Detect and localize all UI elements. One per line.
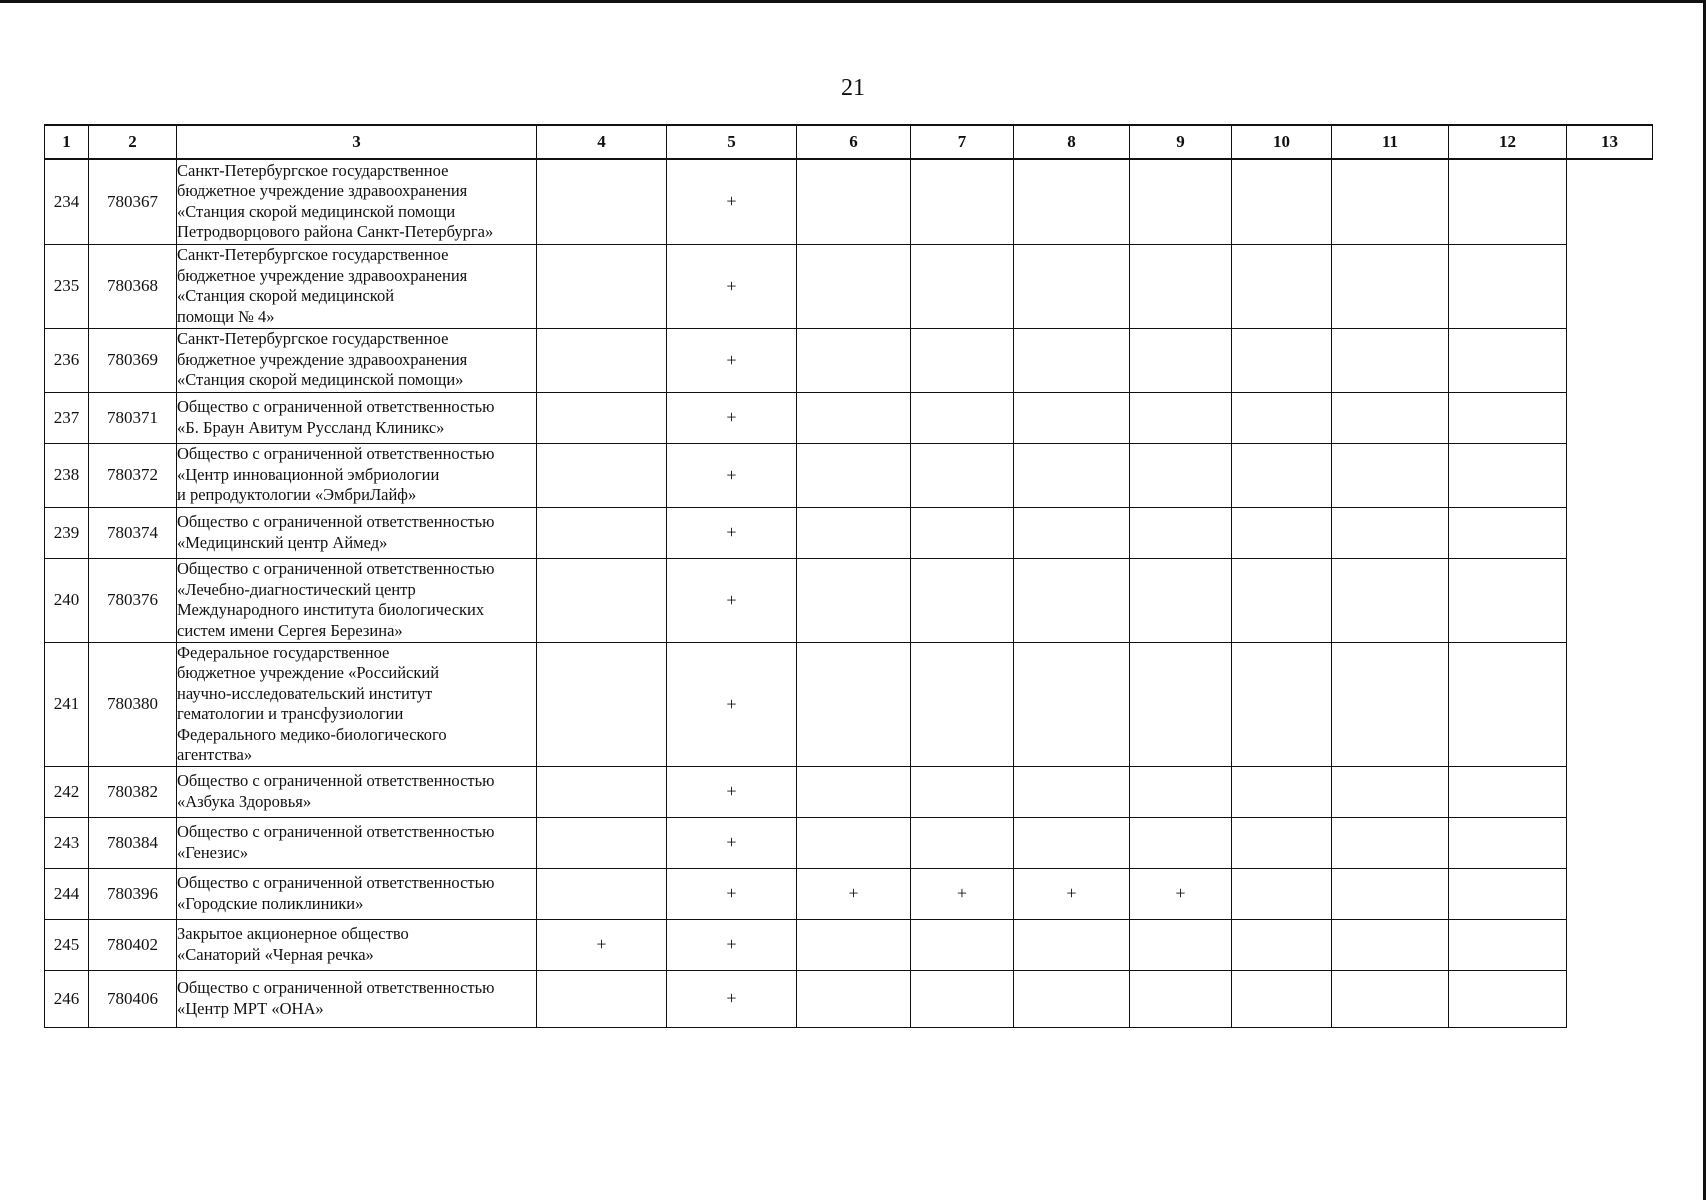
mark-cell-col-5: + (667, 642, 797, 766)
organization-name: Санкт-Петербургское государственное бюджетное учреждение здравоохранения «Станция скорой медицинской помощи № 4» (177, 244, 537, 328)
organization-code: 780368 (89, 244, 177, 328)
mark-cell-col-10 (1232, 328, 1332, 392)
organization-name: Общество с ограниченной ответственностью «Лечебно-диагностический центр Международного института биологических систем имени Сергея Березина» (177, 558, 537, 642)
mark-cell-col-10 (1232, 970, 1332, 1027)
row-number: 238 (45, 443, 89, 507)
row-number: 243 (45, 817, 89, 868)
mark-cell-col-12 (1449, 244, 1567, 328)
row-number: 237 (45, 392, 89, 443)
table-header-row (45, 125, 1653, 159)
mark-cell-col-5: + (667, 766, 797, 817)
row-number: 242 (45, 766, 89, 817)
row-number: 245 (45, 919, 89, 970)
mark-cell-col-8 (1014, 558, 1130, 642)
mark-cell-col-11 (1332, 868, 1449, 919)
mark-cell-col-6 (797, 766, 911, 817)
mark-cell-col-9 (1130, 507, 1232, 558)
mark-cell-col-6 (797, 558, 911, 642)
mark-cell-col-12 (1449, 919, 1567, 970)
column-header: 12 (1449, 125, 1567, 159)
mark-cell-col-11 (1332, 392, 1449, 443)
mark-cell-col-9 (1130, 642, 1232, 766)
mark-cell-col-8 (1014, 817, 1130, 868)
mark-cell-col-5: + (667, 159, 797, 244)
column-header: 8 (1014, 125, 1130, 159)
column-header: 5 (667, 125, 797, 159)
mark-cell-col-9 (1130, 919, 1232, 970)
mark-cell-col-4 (537, 507, 667, 558)
mark-cell-col-9 (1130, 817, 1232, 868)
mark-cell-col-9 (1130, 970, 1232, 1027)
mark-cell-col-7 (911, 558, 1014, 642)
organization-name: Закрытое акционерное общество «Санаторий «Черная речка» (177, 919, 537, 970)
page-number: 21 (841, 75, 865, 101)
row-number: 240 (45, 558, 89, 642)
table-body (45, 159, 1653, 1027)
mark-cell-col-8 (1014, 642, 1130, 766)
mark-cell-col-4 (537, 868, 667, 919)
mark-cell-col-5: + (667, 507, 797, 558)
mark-cell-col-7 (911, 919, 1014, 970)
row-number: 239 (45, 507, 89, 558)
organization-code: 780374 (89, 507, 177, 558)
organization-name: Санкт-Петербургское государственное бюджетное учреждение здравоохранения «Станция скорой медицинской помощи» (177, 328, 537, 392)
row-number: 234 (45, 159, 89, 244)
organization-code: 780380 (89, 642, 177, 766)
mark-cell-col-5: + (667, 328, 797, 392)
mark-cell-col-10 (1232, 443, 1332, 507)
mark-cell-col-7 (911, 244, 1014, 328)
row-number: 244 (45, 868, 89, 919)
column-header: 6 (797, 125, 911, 159)
table-row (45, 159, 1653, 244)
mark-cell-col-10 (1232, 392, 1332, 443)
mark-cell-col-10 (1232, 642, 1332, 766)
mark-cell-col-5: + (667, 558, 797, 642)
organization-code: 780384 (89, 817, 177, 868)
mark-cell-col-6 (797, 443, 911, 507)
mark-cell-col-10 (1232, 244, 1332, 328)
mark-cell-col-10 (1232, 507, 1332, 558)
column-header: 1 (45, 125, 89, 159)
mark-cell-col-6: + (797, 868, 911, 919)
organization-code: 780382 (89, 766, 177, 817)
mark-cell-col-11 (1332, 817, 1449, 868)
mark-cell-col-5: + (667, 817, 797, 868)
mark-cell-col-12 (1449, 817, 1567, 868)
mark-cell-col-7 (911, 507, 1014, 558)
mark-cell-col-7 (911, 817, 1014, 868)
organization-name: Общество с ограниченной ответственностью «Центр МРТ «ОНА» (177, 970, 537, 1027)
table-row (45, 766, 1653, 817)
mark-cell-col-12 (1449, 507, 1567, 558)
mark-cell-col-10 (1232, 159, 1332, 244)
mark-cell-col-6 (797, 970, 911, 1027)
mark-cell-col-11 (1332, 328, 1449, 392)
mark-cell-col-9: + (1130, 868, 1232, 919)
table-row (45, 642, 1653, 766)
mark-cell-col-5: + (667, 244, 797, 328)
mark-cell-col-12 (1449, 766, 1567, 817)
mark-cell-col-7 (911, 392, 1014, 443)
column-header: 4 (537, 125, 667, 159)
mark-cell-col-4: + (537, 919, 667, 970)
mark-cell-col-11 (1332, 244, 1449, 328)
mark-cell-col-11 (1332, 558, 1449, 642)
mark-cell-col-12 (1449, 392, 1567, 443)
table-row (45, 970, 1653, 1027)
mark-cell-col-11 (1332, 507, 1449, 558)
table-row (45, 244, 1653, 328)
mark-cell-col-9 (1130, 392, 1232, 443)
mark-cell-col-11 (1332, 159, 1449, 244)
mark-cell-col-8 (1014, 766, 1130, 817)
page-top-border (0, 0, 1706, 3)
mark-cell-col-12 (1449, 443, 1567, 507)
mark-cell-col-4 (537, 970, 667, 1027)
mark-cell-col-8 (1014, 443, 1130, 507)
column-header: 13 (1567, 125, 1653, 159)
mark-cell-col-7 (911, 642, 1014, 766)
mark-cell-col-10 (1232, 766, 1332, 817)
mark-cell-col-4 (537, 766, 667, 817)
column-header: 10 (1232, 125, 1332, 159)
mark-cell-col-8 (1014, 159, 1130, 244)
organization-code: 780396 (89, 868, 177, 919)
organization-name: Общество с ограниченной ответственностью «Б. Браун Авитум Руссланд Клиникс» (177, 392, 537, 443)
mark-cell-col-11 (1332, 919, 1449, 970)
mark-cell-col-8: + (1014, 868, 1130, 919)
organizations-table (44, 124, 1653, 1028)
mark-cell-col-7 (911, 328, 1014, 392)
mark-cell-col-5: + (667, 970, 797, 1027)
mark-cell-col-4 (537, 642, 667, 766)
row-number: 246 (45, 970, 89, 1027)
organization-name: Федеральное государственное бюджетное учреждение «Российский научно-исследовательский институт гематологии и трансфузиологии Федерального медико-биологического агентства» (177, 642, 537, 766)
organization-code: 780367 (89, 159, 177, 244)
table-row (45, 328, 1653, 392)
organization-code: 780402 (89, 919, 177, 970)
mark-cell-col-5: + (667, 919, 797, 970)
mark-cell-col-9 (1130, 443, 1232, 507)
table-row (45, 817, 1653, 868)
organization-name: Общество с ограниченной ответственностью «Азбука Здоровья» (177, 766, 537, 817)
mark-cell-col-6 (797, 159, 911, 244)
mark-cell-col-5: + (667, 392, 797, 443)
mark-cell-col-9 (1130, 244, 1232, 328)
mark-cell-col-4 (537, 392, 667, 443)
mark-cell-col-8 (1014, 970, 1130, 1027)
mark-cell-col-7 (911, 443, 1014, 507)
mark-cell-col-12 (1449, 328, 1567, 392)
mark-cell-col-11 (1332, 443, 1449, 507)
mark-cell-col-4 (537, 817, 667, 868)
mark-cell-col-4 (537, 244, 667, 328)
organization-name: Общество с ограниченной ответственностью «Городские поликлиники» (177, 868, 537, 919)
table-row (45, 443, 1653, 507)
mark-cell-col-6 (797, 244, 911, 328)
mark-cell-col-8 (1014, 507, 1130, 558)
mark-cell-col-12 (1449, 970, 1567, 1027)
organization-name: Санкт-Петербургское государственное бюджетное учреждение здравоохранения «Станция скорой медицинской помощи Петродворцового района Санкт-Петербурга» (177, 159, 537, 244)
mark-cell-col-4 (537, 328, 667, 392)
mark-cell-col-11 (1332, 766, 1449, 817)
column-header: 11 (1332, 125, 1449, 159)
mark-cell-col-7 (911, 970, 1014, 1027)
mark-cell-col-8 (1014, 244, 1130, 328)
mark-cell-col-11 (1332, 642, 1449, 766)
mark-cell-col-10 (1232, 919, 1332, 970)
table-row (45, 392, 1653, 443)
mark-cell-col-7: + (911, 868, 1014, 919)
organization-code: 780376 (89, 558, 177, 642)
mark-cell-col-9 (1130, 159, 1232, 244)
table-row (45, 507, 1653, 558)
mark-cell-col-12 (1449, 642, 1567, 766)
mark-cell-col-12 (1449, 558, 1567, 642)
row-number: 241 (45, 642, 89, 766)
organization-code: 780372 (89, 443, 177, 507)
mark-cell-col-8 (1014, 328, 1130, 392)
table-row (45, 868, 1653, 919)
column-header: 9 (1130, 125, 1232, 159)
organization-name: Общество с ограниченной ответственностью «Центр инновационной эмбриологии и репродуктологии «ЭмбриЛайф» (177, 443, 537, 507)
organization-code: 780371 (89, 392, 177, 443)
mark-cell-col-7 (911, 159, 1014, 244)
mark-cell-col-10 (1232, 558, 1332, 642)
mark-cell-col-12 (1449, 159, 1567, 244)
mark-cell-col-10 (1232, 868, 1332, 919)
mark-cell-col-6 (797, 507, 911, 558)
organization-name: Общество с ограниченной ответственностью «Медицинский центр Аймед» (177, 507, 537, 558)
row-number: 235 (45, 244, 89, 328)
organization-name: Общество с ограниченной ответственностью «Генезис» (177, 817, 537, 868)
column-header: 3 (177, 125, 537, 159)
mark-cell-col-6 (797, 392, 911, 443)
organization-code: 780406 (89, 970, 177, 1027)
row-number: 236 (45, 328, 89, 392)
mark-cell-col-9 (1130, 328, 1232, 392)
mark-cell-col-4 (537, 159, 667, 244)
mark-cell-col-9 (1130, 558, 1232, 642)
mark-cell-col-4 (537, 443, 667, 507)
mark-cell-col-9 (1130, 766, 1232, 817)
mark-cell-col-6 (797, 919, 911, 970)
mark-cell-col-6 (797, 328, 911, 392)
mark-cell-col-10 (1232, 817, 1332, 868)
mark-cell-col-8 (1014, 919, 1130, 970)
mark-cell-col-8 (1014, 392, 1130, 443)
mark-cell-col-11 (1332, 970, 1449, 1027)
column-header: 7 (911, 125, 1014, 159)
mark-cell-col-7 (911, 766, 1014, 817)
mark-cell-col-5: + (667, 868, 797, 919)
mark-cell-col-5: + (667, 443, 797, 507)
column-header: 2 (89, 125, 177, 159)
mark-cell-col-6 (797, 817, 911, 868)
organization-code: 780369 (89, 328, 177, 392)
table-row (45, 558, 1653, 642)
mark-cell-col-12 (1449, 868, 1567, 919)
mark-cell-col-6 (797, 642, 911, 766)
table-row (45, 919, 1653, 970)
mark-cell-col-4 (537, 558, 667, 642)
